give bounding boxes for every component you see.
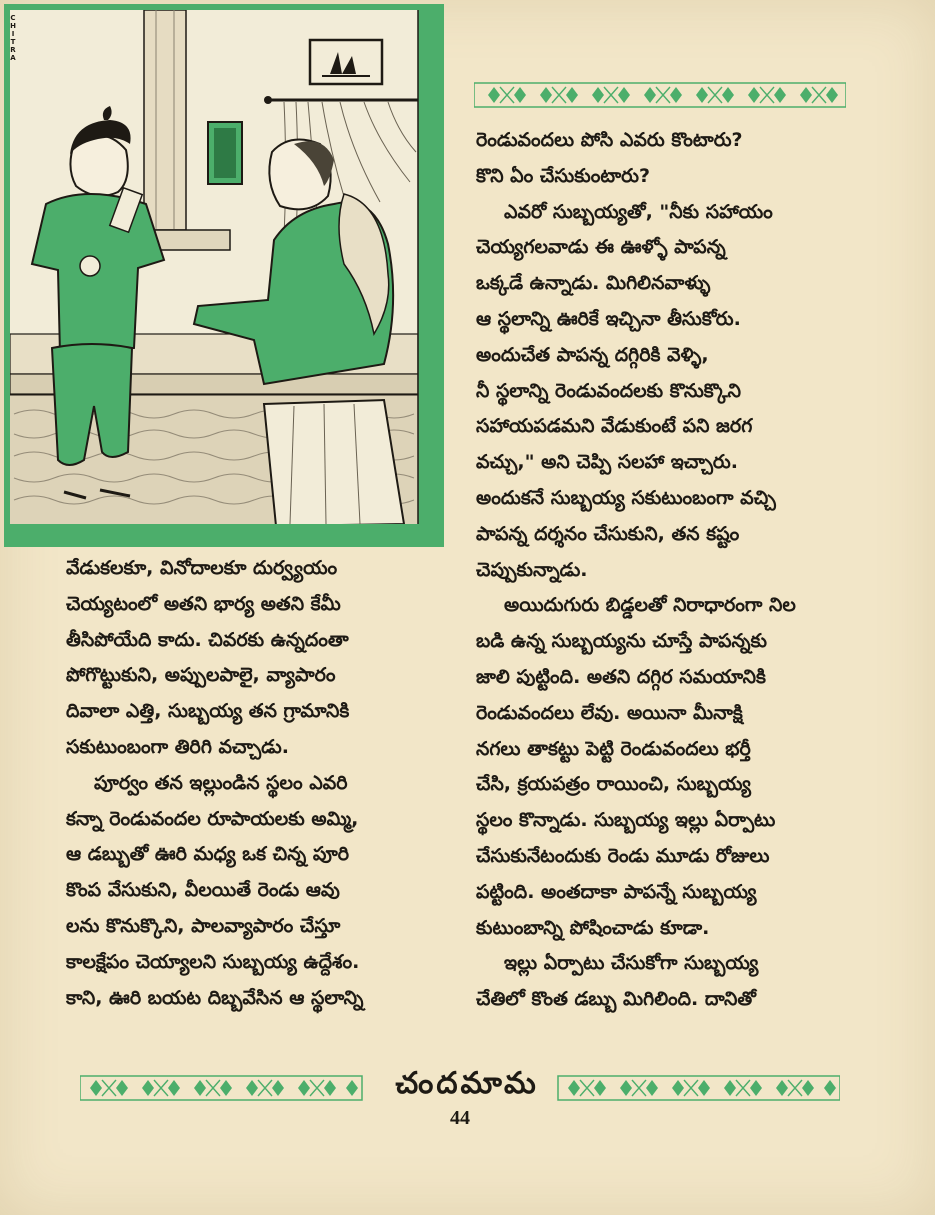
illustration-artwork [4, 4, 444, 547]
text-line: అందుకనే సుబ్బయ్య సకుటుంబంగా వచ్చి [476, 486, 776, 509]
ornament-border-top [474, 82, 846, 108]
text-line: కుటుంబాన్ని పోషించాడు కూడా. [476, 916, 710, 939]
text-line: వచ్చు," అని చెప్పి సలహా ఇచ్చారు. [476, 451, 738, 474]
text-line: తీసిపోయేది కాదు. చివరకు ఉన్నదంతా [66, 628, 349, 651]
text-line: బడి ఉన్న సుబ్బయ్యను చూస్తే పాపన్నకు [476, 630, 767, 653]
text-line: కొంప వేసుకుని, వీలయితే రెండు ఆవు [66, 879, 340, 902]
text-line: సకుటుంబంగా తిరిగి వచ్చాడు. [66, 735, 289, 758]
left-text-column [66, 551, 450, 1016]
text-line: పోగొట్టుకుని, అప్పులపాలై, వ్యాపారం [66, 664, 336, 687]
text-line: ఆ స్థలాన్ని ఊరికే ఇచ్చినా తీసుకోరు. [476, 307, 741, 330]
text-line: చేసి, క్రయపత్రం రాయించి, సుబ్బయ్య [476, 773, 751, 796]
page-number: 44 [450, 1107, 470, 1129]
text-line: పట్టింది. అంతదాకా పాపన్నే సుబ్బయ్య [476, 880, 757, 903]
text-line: పూర్వం తన ఇల్లుండిన స్థలం ఎవరి [94, 771, 348, 794]
text-line: సహాయపడమని వేడుకుంటే పని జరగ [476, 415, 753, 438]
text-line: నగలు తాకట్టు పెట్టి రెండువందలు భర్తీ [476, 737, 751, 760]
right-paragraph-3 [476, 588, 848, 946]
text-line: ఒక్కడే ఉన్నాడు. మిగిలినవాళ్ళు [476, 272, 711, 295]
right-text-column [476, 123, 848, 1018]
magazine-title: చందమామ [395, 1066, 539, 1101]
text-line: నీ స్థలాన్ని రెండువందలకు కొనుక్కొని [476, 379, 741, 402]
artist-signature: C H I T R A [10, 14, 16, 62]
right-paragraph-2 [476, 195, 848, 589]
text-line: దివాలా ఎత్తి, సుబ్బయ్య తన గ్రామానికి [66, 700, 350, 723]
text-line: కాలక్షేపం చెయ్యాలని సుబ్బయ్య ఉద్దేశం. [66, 950, 360, 973]
text-line: చేతిలో కొంత డబ్బు మిగిలింది. దానితో [476, 988, 756, 1011]
text-line: రెండువందలు లేవు. అయినా మీనాక్షి [476, 701, 743, 724]
text-line: ఆ డబ్బుతో ఊరి మధ్య ఒక చిన్న పూరి [66, 843, 349, 866]
text-line: చెయ్యటంలో అతని భార్య అతని కేమీ [66, 592, 341, 615]
text-line: చెయ్యగలవాడు ఈ ఊళ్ళో పాపన్న [476, 236, 726, 259]
text-line: లను కొనుక్కొని, పాలవ్యాపారం చేస్తూ [66, 914, 341, 937]
text-line: స్థలం కొన్నాడు. సుబ్బయ్య ఇల్లు ఏర్పాటు [476, 809, 776, 832]
text-line: అయిదుగురు బిడ్డలతో నిరాధారంగా నిల [504, 594, 796, 617]
text-line: అందుచేత పాపన్న దగ్గిరికి వెళ్ళి, [476, 343, 709, 366]
text-line: ఇల్లు ఏర్పాటు చేసుకోగా సుబ్బయ్య [504, 952, 759, 975]
text-line: కాని, ఊరి బయట దిబ్బవేసిన ఆ స్థలాన్ని [66, 986, 364, 1009]
text-line: పాపన్న దర్శనం చేసుకుని, తన కష్టం [476, 522, 740, 545]
text-line: కన్నా రెండువందల రూపాయలకు అమ్మి, [66, 807, 359, 830]
story-illustration [4, 4, 444, 547]
right-paragraph-4 [476, 946, 848, 1018]
text-line: జాలి పుట్టింది. అతని దగ్గిర సమయానికి [476, 665, 766, 688]
right-paragraph-1 [476, 123, 848, 195]
left-paragraph-2 [66, 766, 450, 1017]
text-line: వేడుకలకూ, వినోదాలకూ దుర్వ్యయం [66, 557, 338, 579]
text-line: కొని ఏం చేసుకుంటారు? [476, 164, 651, 187]
text-line: చెప్పుకున్నాడు. [476, 558, 588, 581]
text-line: రెండువందలు పోసి ఎవరు కొంటారు? [476, 129, 743, 151]
text-line: ఎవరో సుబ్బయ్యతో, "నీకు సహాయం [504, 200, 773, 223]
left-paragraph-1 [66, 551, 450, 766]
text-line: చేసుకునేటందుకు రెండు మూడు రోజులు [476, 844, 770, 867]
